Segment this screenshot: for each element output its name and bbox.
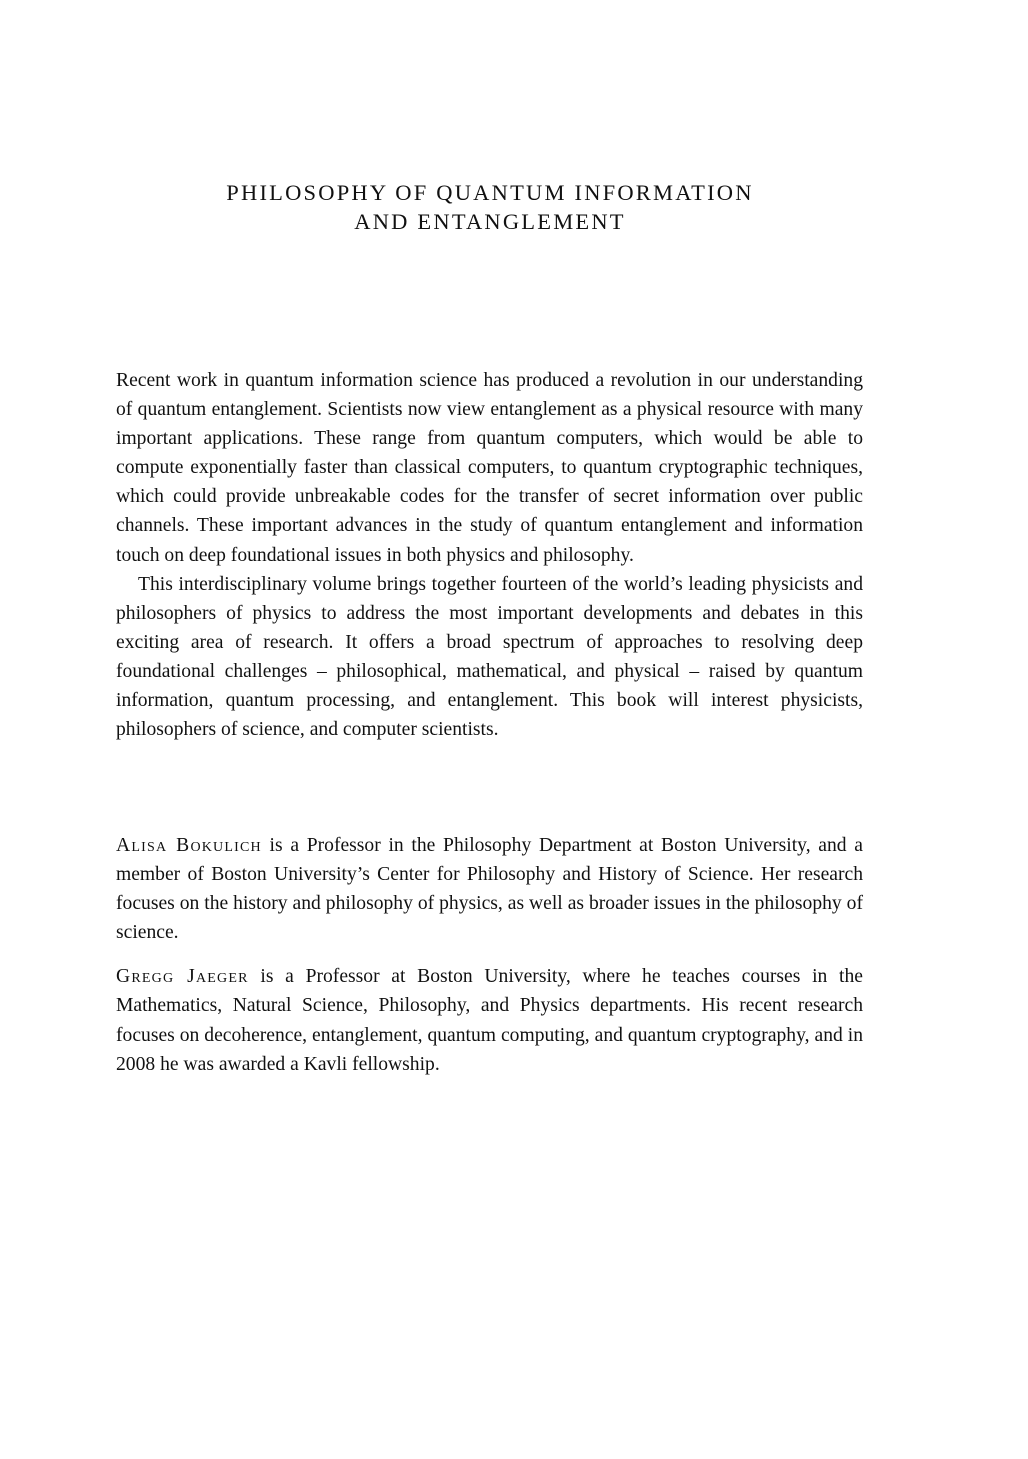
editor-name-jaeger: Gregg Jaeger <box>116 966 249 988</box>
book-title <box>0 178 980 236</box>
description-paragraph-1: Recent work in quantum information science has produced a revolution in our understanding of quantum entanglement. Scientists now view entanglement as a physical resource with many important applications. These range from quantum computers, which would be able to compute exponentially faster than classical computers, to quantum cryptographic techniques, which could provide unbreakable codes for the transfer of secret information over public channels. These important advances in the study of quantum entanglement and information touch on deep foundational issues in both physics and philosophy. <box>116 370 863 566</box>
book-title-line-1: PHILOSOPHY OF QUANTUM INFORMATION <box>226 180 754 205</box>
editor-bio-text-jaeger: is a Professor at Boston University, where he teaches courses in the Mathematics, Natural Science, Philosophy, and Physics departments. His recent research focuses on decoherence, entanglement, quantum computing, and quantum cryptography, and in 2008 he was awarded a Kavli fellowship. <box>116 966 863 1075</box>
editor-bio-jaeger <box>116 962 863 1078</box>
book-description <box>116 366 863 744</box>
description-paragraph-2: This interdisciplinary volume brings together fourteen of the world’s leading physicists and philosophers of physics to address the most important developments and debates in this exciting area of research. It offers a broad spectrum of approaches to resolving deep foundational challenges – philosophical, mathematical, and physical – raised by quantum information, quantum processing, and entanglement. This book will interest physicists, philosophers of science, and computer scientists. <box>116 573 863 741</box>
editor-biographies <box>116 831 863 1094</box>
book-title-line-2: AND ENTANGLEMENT <box>354 209 626 234</box>
editor-bio-text-bokulich: is a Professor in the Philosophy Department at Boston University, and a member of Boston University’s Center for Philosophy and History of Science. Her research focuses on the history and philosophy of physics, as well as broader issues in the philosophy of science. <box>116 835 863 944</box>
editor-name-bokulich: Alisa Bokulich <box>116 835 262 856</box>
editor-bio-bokulich <box>116 831 863 947</box>
